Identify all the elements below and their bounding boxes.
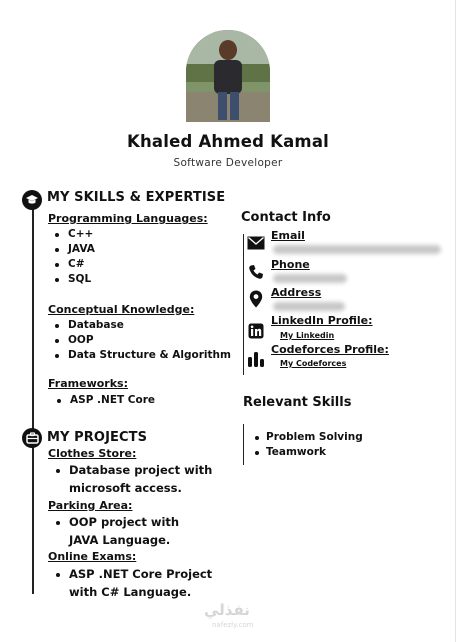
list-item: OOP xyxy=(50,333,231,348)
email-value-redacted xyxy=(273,245,441,254)
conceptual-knowledge-list xyxy=(50,318,231,363)
graduation-cap-icon xyxy=(22,190,42,210)
list-item: SQL xyxy=(50,272,95,287)
contact-timeline xyxy=(243,234,244,375)
list-item: Database xyxy=(50,318,231,333)
location-pin-icon xyxy=(246,289,266,309)
project-description xyxy=(48,566,248,601)
contact-section-title: Contact Info xyxy=(241,210,331,225)
list-item: ASP .NET Core xyxy=(52,393,155,408)
project-description xyxy=(48,514,248,549)
left-timeline xyxy=(32,202,34,594)
list-item: JAVA xyxy=(50,242,95,257)
list-item: Database project with microsoft access. xyxy=(48,462,248,497)
candidate-name: Khaled Ahmed Kamal xyxy=(126,132,330,151)
project-title: Clothes Store: xyxy=(48,447,137,460)
profile-photo xyxy=(186,30,270,122)
envelope-icon xyxy=(246,233,266,253)
email-label[interactable]: Email xyxy=(271,229,305,242)
watermark-arabic: نفذلي xyxy=(204,601,250,619)
list-item: OOP project with JAVA Language. xyxy=(48,514,248,549)
conceptual-knowledge-heading: Conceptual Knowledge: xyxy=(48,303,195,316)
linkedin-icon xyxy=(246,321,266,341)
address-value-redacted xyxy=(273,302,345,311)
projects-section-title: MY PROJECTS xyxy=(47,430,148,445)
linkedin-link[interactable]: My Linkedin xyxy=(280,331,335,340)
frameworks-heading: Frameworks: xyxy=(48,377,128,390)
linkedin-profile-label: LinkedIn Profile: xyxy=(271,314,373,327)
programming-languages-list xyxy=(50,227,95,287)
address-label[interactable]: Address xyxy=(271,286,322,299)
codeforces-icon xyxy=(246,349,266,369)
phone-label[interactable]: Phone xyxy=(271,258,310,271)
project-title: Parking Area: xyxy=(48,499,133,512)
frameworks-list xyxy=(52,393,155,408)
list-item: C++ xyxy=(50,227,95,242)
relevant-skills-line xyxy=(243,424,244,465)
candidate-role: Software Developer xyxy=(173,157,283,169)
watermark-latin: nafezly.com xyxy=(212,621,254,629)
list-item: Teamwork xyxy=(250,445,363,460)
project-title: Online Exams: xyxy=(48,550,137,563)
list-item: Problem Solving xyxy=(250,430,363,445)
codeforces-profile-label: Codeforces Profile: xyxy=(271,343,389,356)
project-description xyxy=(48,462,248,497)
phone-value-redacted xyxy=(273,274,347,283)
programming-languages-heading: Programming Languages: xyxy=(48,212,208,225)
phone-icon xyxy=(246,262,266,282)
briefcase-icon xyxy=(22,428,42,448)
relevant-skills-list xyxy=(250,430,363,460)
skills-section-title: MY SKILLS & EXPERTISE xyxy=(47,190,226,205)
codeforces-link[interactable]: My Codeforces xyxy=(280,359,347,368)
list-item: ASP .NET Core Project with C# Language. xyxy=(48,566,248,601)
list-item: Data Structure & Algorithm xyxy=(50,348,231,363)
relevant-skills-title: Relevant Skills xyxy=(243,395,352,410)
list-item: C# xyxy=(50,257,95,272)
